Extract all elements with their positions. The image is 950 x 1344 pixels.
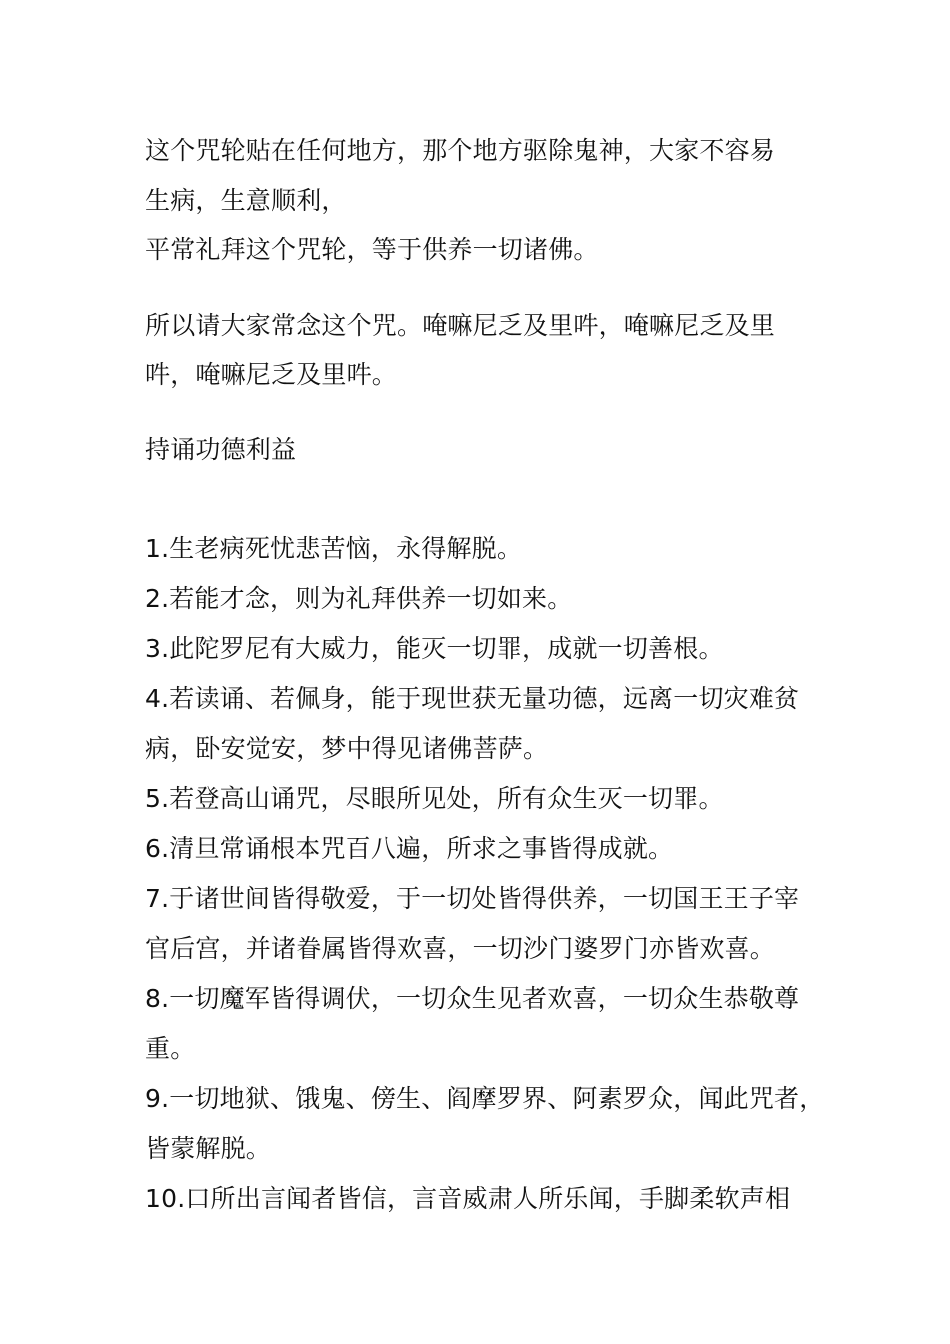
benefit-line: 病，卧安觉安，梦中得见诸佛菩萨。 (145, 734, 549, 763)
benefit-line: 9.一切地狱、饿鬼、傍生、阎摩罗界、阿素罗众，闻此咒者， (145, 1084, 825, 1113)
benefit-line: 7.于诸世间皆得敬爱，于一切处皆得供养，一切国王王子宰 (145, 884, 800, 913)
section-title: 持诵功德利益 (145, 435, 297, 464)
benefit-line: 5.若登高山诵咒，尽眼所见处，所有众生灭一切罪。 (145, 784, 724, 813)
benefit-line: 重。 (145, 1034, 196, 1063)
benefit-line: 2.若能才念，则为礼拜供养一切如来。 (145, 584, 573, 613)
intro-line-2: 生病，生意顺利， (145, 186, 347, 215)
mantra-line-2: 吽，唵嘛尼乏及里吽。 (145, 360, 398, 389)
benefit-line: 4.若读诵、若佩身，能于现世获无量功德，远离一切灾难贫 (145, 684, 800, 713)
benefit-line: 官后宫，并诸眷属皆得欢喜，一切沙门婆罗门亦皆欢喜。 (145, 934, 776, 963)
benefit-line: 3.此陀罗尼有大威力，能灭一切罪，成就一切善根。 (145, 634, 724, 663)
mantra-line-1: 所以请大家常念这个咒。唵嘛尼乏及里吽，唵嘛尼乏及里 (145, 311, 776, 340)
intro-line-1: 这个咒轮贴在任何地方，那个地方驱除鬼神，大家不容易 (145, 136, 776, 165)
benefit-line: 1.生老病死忧悲苦恼，永得解脱。 (145, 534, 523, 563)
benefit-line: 6.清旦常诵根本咒百八遍，所求之事皆得成就。 (145, 834, 674, 863)
intro-line-3: 平常礼拜这个咒轮，等于供养一切诸佛。 (145, 235, 599, 264)
benefit-line: 皆蒙解脱。 (145, 1134, 272, 1163)
benefit-line: 10.口所出言闻者皆信，言音威肃人所乐闻，手脚柔软声相 (145, 1184, 791, 1213)
benefit-line: 8.一切魔军皆得调伏，一切众生见者欢喜，一切众生恭敬尊 (145, 984, 800, 1013)
